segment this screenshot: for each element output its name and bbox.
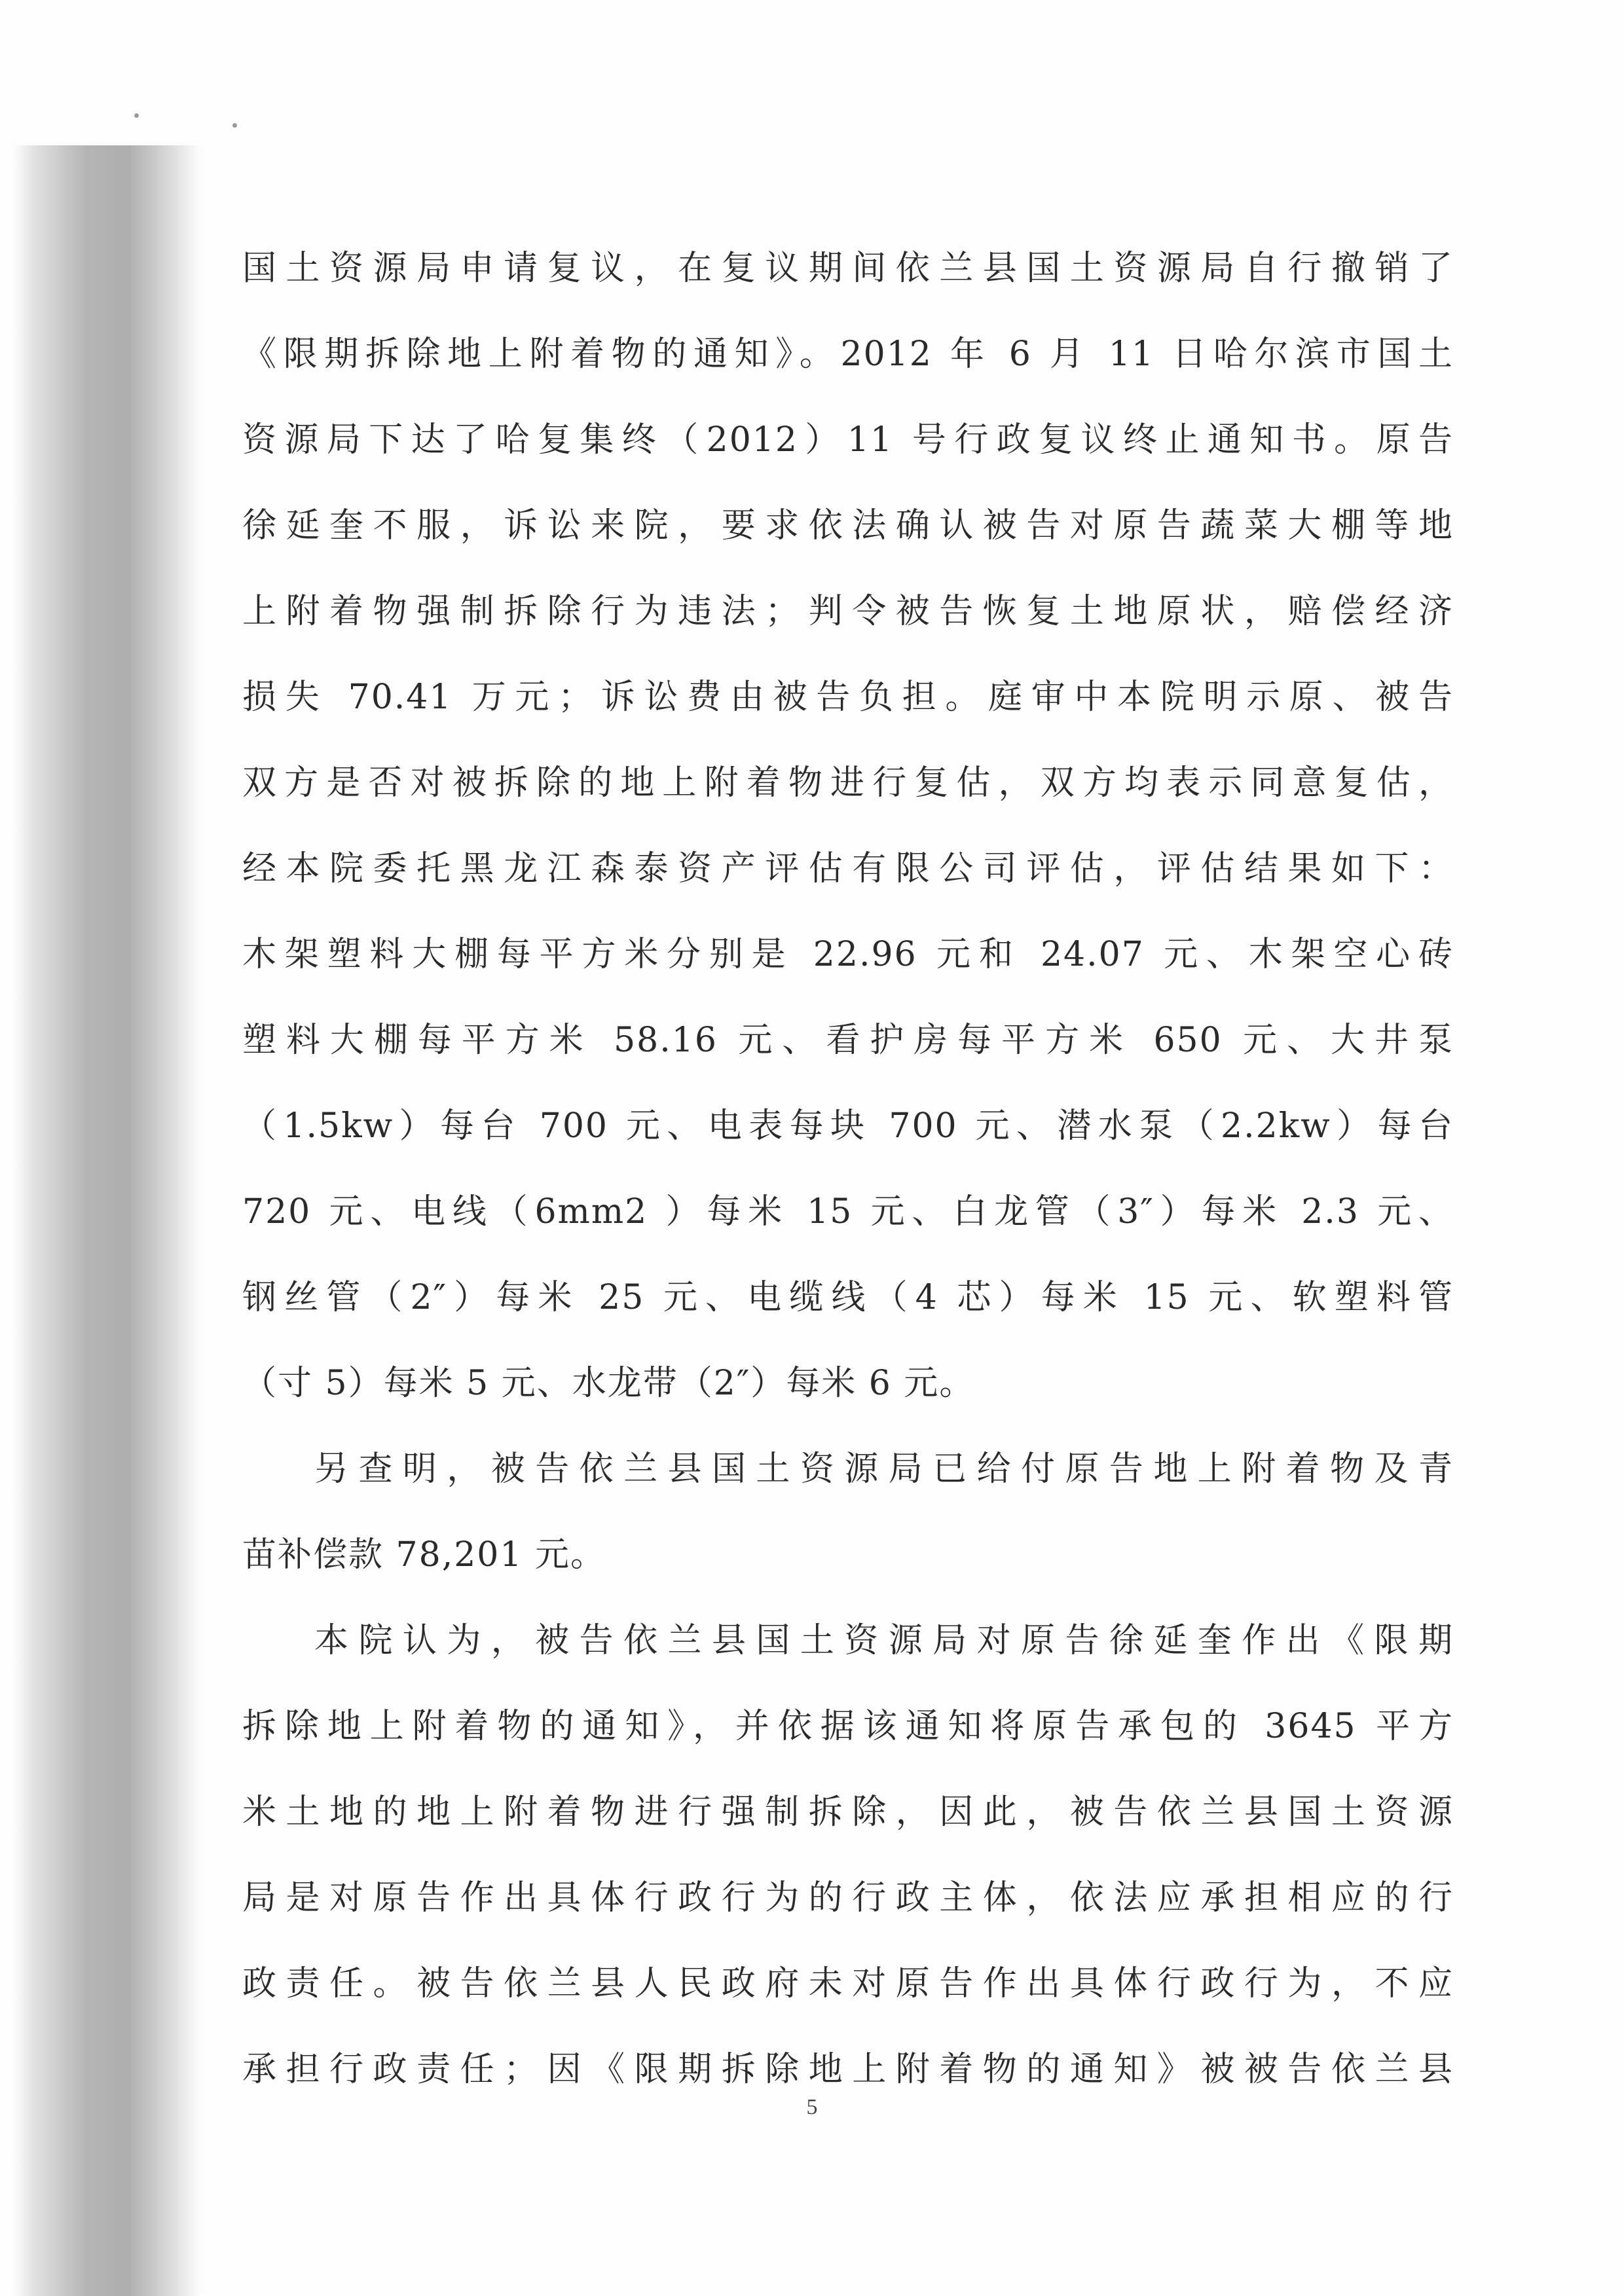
scan-dot bbox=[232, 123, 237, 128]
text-line: 双方是否对被拆除的地上附着物进行复估，双方均表示同意复估， bbox=[242, 763, 1454, 803]
text-line: 720 元、电线（6mm2 ）每米 15 元、白龙管（3″）每米 2.3 元、 bbox=[242, 1192, 1454, 1231]
text-line: 经本院委托黑龙江森泰资产评估有限公司评估，评估结果如下： bbox=[242, 849, 1454, 888]
text-line: 上附着物强制拆除行为违法；判令被告恢复土地原状，赔偿经济 bbox=[242, 592, 1454, 631]
scan-dot bbox=[134, 113, 139, 118]
scan-shadow bbox=[13, 145, 200, 2296]
text-line: 钢丝管（2″）每米 25 元、电缆线（4 芯）每米 15 元、软塑料管 bbox=[242, 1278, 1454, 1317]
text-line: 徐延奎不服，诉讼来院，要求依法确认被告对原告蔬菜大棚等地 bbox=[242, 506, 1454, 545]
text-line: （1.5kw）每台 700 元、电表每块 700 元、潜水泵（2.2kw）每台 bbox=[242, 1106, 1454, 1146]
text-line: （寸 5）每米 5 元、水龙带（2″）每米 6 元。 bbox=[242, 1364, 975, 1403]
text-line: 苗补偿款 78,201 元。 bbox=[242, 1535, 606, 1575]
text-line: 拆除地上附着物的通知》，并依据该通知将原告承包的 3645 平方 bbox=[242, 1707, 1454, 1746]
paragraph-first-line: 本院认为，被告依兰县国土资源局对原告徐延奎作出《限期 bbox=[314, 1621, 1454, 1660]
document-body bbox=[242, 226, 1454, 2113]
text-line: 承担行政责任；因《限期拆除地上附着物的通知》被被告依兰县 bbox=[242, 2050, 1454, 2089]
text-line: 损失 70.41 万元；诉讼费由被告负担。庭审中本院明示原、被告 bbox=[242, 678, 1454, 717]
text-line: 塑料大棚每平方米 58.16 元、看护房每平方米 650 元、大井泵 bbox=[242, 1021, 1454, 1060]
paragraph-first-line: 另查明，被告依兰县国土资源局已给付原告地上附着物及青 bbox=[314, 1449, 1454, 1489]
page-number: 5 bbox=[806, 2095, 818, 2119]
text-line: 米土地的地上附着物进行强制拆除，因此，被告依兰县国土资源 bbox=[242, 1793, 1454, 1832]
text-line: 《限期拆除地上附着物的通知》。2012 年 6 月 11 日哈尔滨市国土 bbox=[242, 335, 1454, 374]
text-line: 国土资源局申请复议，在复议期间依兰县国土资源局自行撤销了 bbox=[242, 249, 1454, 288]
text-line: 资源局下达了哈复集终（2012）11 号行政复议终止通知书。原告 bbox=[242, 420, 1454, 460]
text-line: 局是对原告作出具体行政行为的行政主体，依法应承担相应的行 bbox=[242, 1878, 1454, 1918]
text-line: 政责任。被告依兰县人民政府未对原告作出具体行政行为，不应 bbox=[242, 1964, 1454, 2003]
text-line: 木架塑料大棚每平方米分别是 22.96 元和 24.07 元、木架空心砖 bbox=[242, 935, 1454, 974]
